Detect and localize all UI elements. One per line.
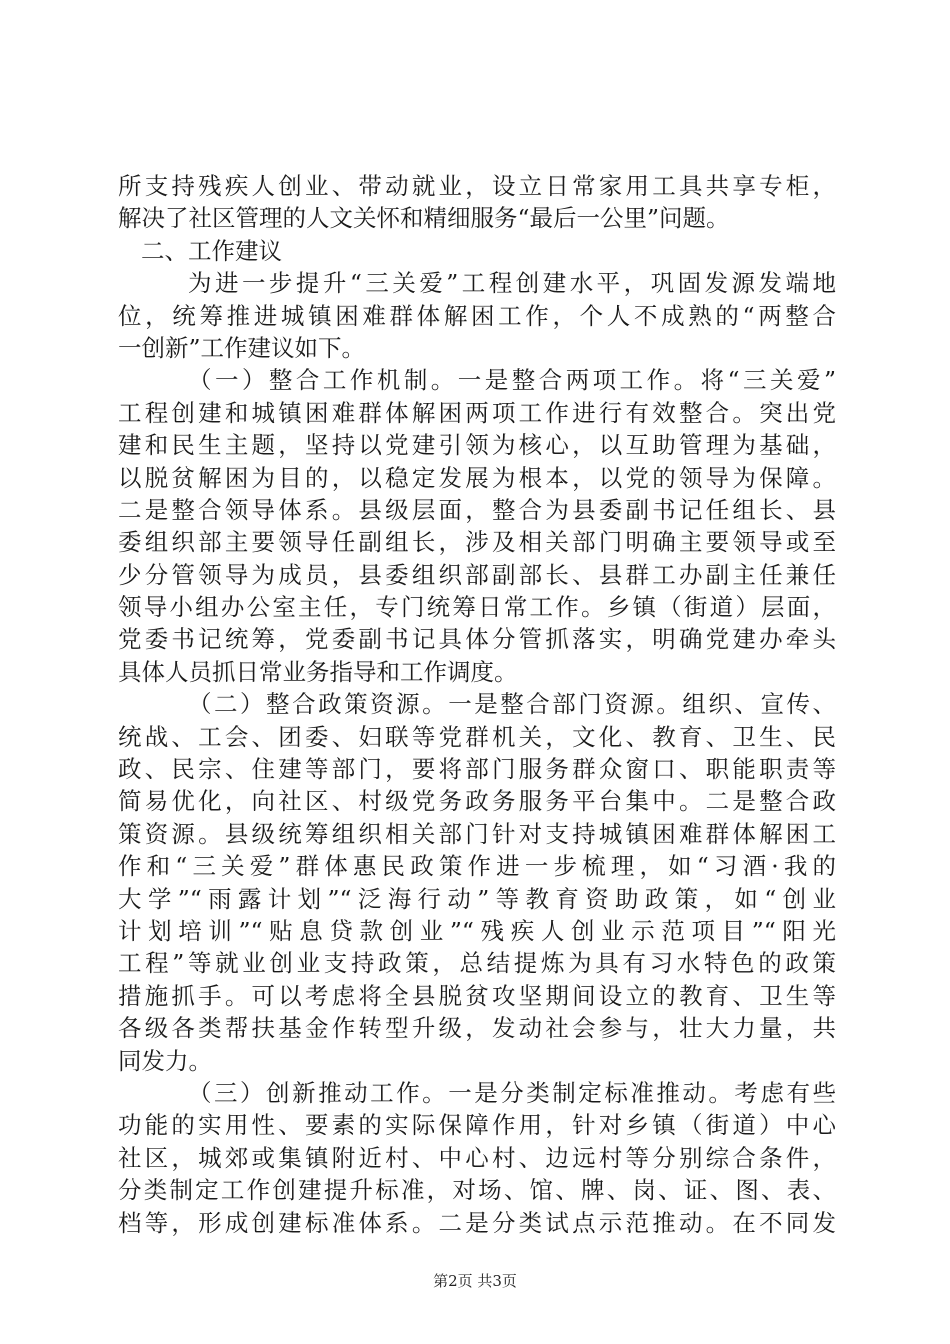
text-line: （二）整合政策资源。一是整合部门资源。组织、宣传、	[188, 690, 836, 719]
text-line: 具体人员抓日常业务指导和工作调度。	[118, 657, 518, 686]
text-line: 解决了社区管理的人文关怀和精细服务“最后一公里”问题。	[118, 204, 730, 233]
section-heading: 二、工作建议	[141, 236, 282, 265]
text-line: 各级各类帮扶基金作转型升级，发动社会参与，壮大力量，共	[118, 1014, 836, 1043]
text-line: 同发力。	[118, 1046, 212, 1075]
text-line: 政、民宗、住建等部门，要将部门服务群众窗口、职能职责等	[118, 755, 836, 784]
text-line: 委组织部主要领导任副组长，涉及相关部门明确主要领导或至	[118, 528, 836, 557]
text-line: （三）创新推动工作。一是分类制定标准推动。考虑有些	[188, 1078, 836, 1107]
text-line: 社区，城郊或集镇附近村、中心村、边远村等分别综合条件，	[118, 1143, 836, 1172]
document-body	[118, 170, 836, 1239]
text-line: 分类制定工作创建提升标准，对场、馆、牌、岗、证、图、表、	[118, 1176, 836, 1205]
text-line: （一）整合工作机制。一是整合两项工作。将“三关爱”	[188, 366, 836, 395]
text-line: 位，统筹推进城镇困难群体解困工作，个人不成熟的“两整合	[118, 301, 836, 330]
text-line: 策资源。县级统筹组织相关部门针对支持城镇困难群体解困工	[118, 819, 836, 848]
text-line: 少分管领导为成员，县委组织部副部长、县群工办副主任兼任	[118, 560, 836, 589]
text-line: 建和民生主题，坚持以党建引领为核心，以互助管理为基础，	[118, 431, 836, 460]
text-line: 一创新”工作建议如下。	[118, 333, 366, 362]
text-line: 作和“三关爱”群体惠民政策作进一步梳理，如“习酒·我的	[118, 852, 836, 881]
text-line: 党委书记统筹，党委副书记具体分管抓落实，明确党建办牵头	[118, 625, 836, 654]
text-line: 措施抓手。可以考虑将全县脱贫攻坚期间设立的教育、卫生等	[118, 981, 836, 1010]
text-line: 二是整合领导体系。县级层面，整合为县委副书记任组长、县	[118, 495, 836, 524]
text-line: 工程”等就业创业支持政策，总结提炼为具有习水特色的政策	[118, 949, 836, 978]
text-line: 档等，形成创建标准体系。二是分类试点示范推动。在不同发	[118, 1208, 836, 1237]
text-line: 功能的实用性、要素的实际保障作用，针对乡镇（街道）中心	[118, 1111, 836, 1140]
text-line: 简易优化，向社区、村级党务政务服务平台集中。二是整合政	[118, 787, 836, 816]
text-line: 以脱贫解困为目的，以稳定发展为根本，以党的领导为保障。	[118, 463, 836, 492]
text-line: 大学”“雨露计划”“泛海行动”等教育资助政策，如“创业	[118, 884, 836, 913]
text-line: 为进一步提升“三关爱”工程创建水平，巩固发源发端地	[188, 269, 836, 298]
text-line: 领导小组办公室主任，专门统筹日常工作。乡镇（街道）层面，	[118, 593, 836, 622]
text-line: 工程创建和城镇困难群体解困两项工作进行有效整合。突出党	[118, 398, 836, 427]
page-number-footer: 第2页 共3页	[433, 1272, 517, 1290]
text-line: 计划培训”“贴息贷款创业”“残疾人创业示范项目”“阳光	[118, 916, 836, 945]
text-line: 统战、工会、团委、妇联等党群机关，文化、教育、卫生、民	[118, 722, 836, 751]
text-line: 所支持残疾人创业、带动就业，设立日常家用工具共享专柜，	[118, 172, 836, 200]
